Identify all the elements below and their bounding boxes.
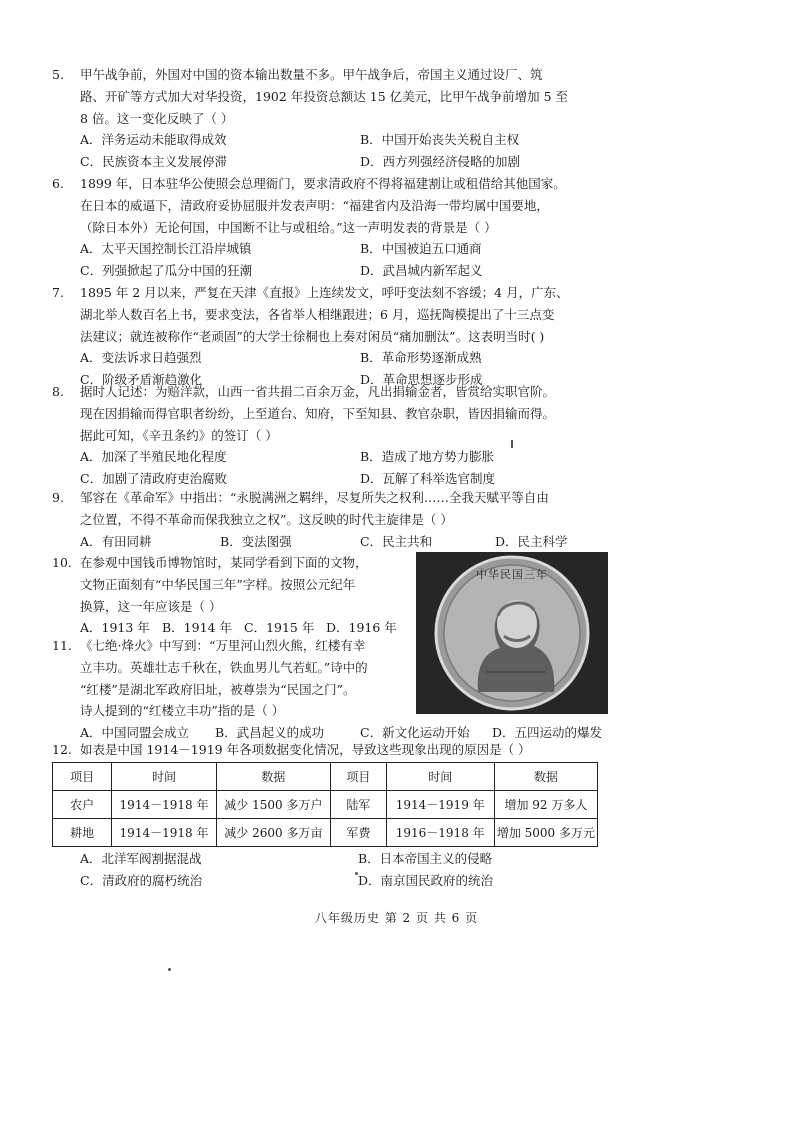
question-text: 邹容在《革命军》中指出：“永脱满洲之羁绊，尽复所失之权利……全我天赋平等自由 bbox=[80, 490, 549, 505]
question-number: 8. bbox=[52, 384, 64, 399]
question-text: 现在因捐输而得官职者纷纷，上至道台、知府，下至知县、教官杂职，皆因捐输而得。 bbox=[80, 405, 556, 421]
question-text: 甲午战争前，外国对中国的资本输出数量不多。甲午战争后，帝国主义通过设厂、筑 bbox=[80, 67, 543, 82]
table-cell: 减少 1500 多万户 bbox=[216, 791, 330, 819]
table-cell: 增加 5000 多万元 bbox=[494, 819, 597, 847]
question-text: 在参观中国钱币博物馆时，某同学看到下面的文物， bbox=[80, 555, 368, 570]
coin-inscription: 中华民国三年 bbox=[476, 568, 548, 581]
option-b[interactable]: B．变法图强 bbox=[220, 533, 292, 549]
table-row bbox=[53, 791, 598, 819]
scan-speck bbox=[355, 872, 358, 875]
question-number: 12. bbox=[52, 742, 72, 757]
question-number: 6. bbox=[52, 176, 64, 191]
option-b[interactable]: B．中国开始丧失关税自主权 bbox=[360, 132, 520, 148]
table-header-row bbox=[53, 763, 598, 791]
option-b[interactable]: B．造成了地方势力膨胀 bbox=[360, 449, 495, 465]
table-cell: 陆军 bbox=[331, 791, 387, 819]
question-text: 路、开矿等方式加大对华投资，1902 年投资总额达 15 亿美元，比甲午战争前增加 5 至 bbox=[80, 88, 569, 104]
question-10 bbox=[52, 552, 432, 639]
option-a[interactable]: A．变法诉求日趋强烈 bbox=[80, 350, 202, 366]
option-d[interactable]: D．西方列强经济侵略的加剧 bbox=[360, 154, 521, 170]
table-header: 时间 bbox=[112, 763, 216, 791]
option-b[interactable]: B．武昌起义的成功 bbox=[215, 725, 325, 741]
question-text: “红楼”是湖北军政府旧址，被尊崇为“民国之门”。 bbox=[80, 681, 356, 697]
table-cell: 减少 2600 多万亩 bbox=[216, 819, 330, 847]
question-9 bbox=[52, 487, 612, 552]
option-c[interactable]: C．民族资本主义发展停滞 bbox=[80, 154, 228, 170]
option-c[interactable]: C．加剧了清政府吏治腐败 bbox=[80, 471, 228, 487]
question-number: 9. bbox=[52, 490, 64, 505]
option-a[interactable]: A．洋务运动未能取得成效 bbox=[80, 132, 227, 148]
question-text: 据此可知，《辛丑条约》的签订（ ） bbox=[80, 427, 278, 443]
option-d[interactable]: D．1916 年 bbox=[326, 620, 397, 636]
table-cell: 增加 92 万多人 bbox=[494, 791, 597, 819]
option-c[interactable]: C．阶级矛盾渐趋激化 bbox=[80, 372, 203, 388]
option-a[interactable]: A．加深了半殖民地化程度 bbox=[80, 449, 227, 465]
table-header: 数据 bbox=[216, 763, 330, 791]
option-d[interactable]: D．民主科学 bbox=[495, 533, 568, 549]
table-header: 数据 bbox=[494, 763, 597, 791]
table-cell: 农户 bbox=[53, 791, 112, 819]
question-text: 换算，这一年应该是（ ） bbox=[80, 598, 222, 614]
table-header: 项目 bbox=[53, 763, 112, 791]
option-d[interactable]: D．革命思想逐步形成 bbox=[360, 372, 483, 388]
option-a[interactable]: A．有田同耕 bbox=[80, 533, 152, 549]
question-12-options bbox=[52, 848, 612, 892]
question-5 bbox=[52, 64, 612, 173]
table-header: 项目 bbox=[331, 763, 387, 791]
question-text: 之位置，不得不革命而保我独立之权”。这反映的时代主旋律是（ ） bbox=[80, 511, 453, 527]
question-number: 10. bbox=[52, 555, 72, 570]
table-header: 时间 bbox=[386, 763, 494, 791]
option-d[interactable]: D．五四运动的爆发 bbox=[492, 725, 603, 741]
question-text: （除日本外）无论何国，中国断不让与或租给。”这一声明发表的背景是（ ） bbox=[80, 219, 497, 235]
table-row bbox=[53, 819, 598, 847]
question-12 bbox=[52, 739, 612, 761]
question-text: 法建议；就连被称作“老顽固”的大学士徐桐也上奏对闲员“痛加删汰”。这表明当时( ) bbox=[80, 328, 545, 344]
option-c[interactable]: C．列强掀起了瓜分中国的狂潮 bbox=[80, 263, 253, 279]
table-cell: 1914－1918 年 bbox=[112, 791, 216, 819]
option-b[interactable]: B．日本帝国主义的侵略 bbox=[358, 851, 493, 866]
option-c[interactable]: C．1915 年 bbox=[244, 620, 315, 636]
question-text: 文物正面刻有“中华民国三年”字样。按照公元纪年 bbox=[80, 576, 356, 592]
table-cell: 军费 bbox=[331, 819, 387, 847]
table-cell: 1914－1918 年 bbox=[112, 819, 216, 847]
question-text: 湖北举人数百名上书，要求变法，各省举人相继跟进；6 月，巡抚陶模提出了十三点变 bbox=[80, 306, 555, 322]
question-text: 在日本的威逼下，清政府妥协屈服并发表声明：“福建省内及沿海一带均属中国要地， bbox=[80, 197, 549, 213]
option-d[interactable]: D．瓦解了科举选官制度 bbox=[360, 471, 496, 487]
question-text: 诗人提到的“红楼立丰功”指的是（ ） bbox=[80, 703, 285, 719]
option-a[interactable]: A．北洋军阀割据混战 bbox=[80, 851, 202, 866]
question-number: 11. bbox=[52, 638, 72, 653]
page-footer: 八年级历史 第 2 页 共 6 页 bbox=[314, 911, 479, 925]
question-7 bbox=[52, 282, 612, 391]
question-11 bbox=[52, 635, 612, 744]
scan-speck bbox=[168, 968, 171, 971]
question-6 bbox=[52, 173, 612, 282]
option-b[interactable]: B．1914 年 bbox=[162, 620, 232, 636]
question-number: 5. bbox=[52, 67, 64, 82]
table-cell: 1914－1919 年 bbox=[386, 791, 494, 819]
table-cell: 1916－1918 年 bbox=[386, 819, 494, 847]
option-c[interactable]: C．新文化运动开始 bbox=[360, 725, 470, 741]
question-text: 如表是中国 1914－1919 年各项数据变化情况，导致这些现象出现的原因是（ ） bbox=[80, 742, 531, 757]
option-d[interactable]: D．南京国民政府的统治 bbox=[358, 872, 494, 888]
option-a[interactable]: A．1913 年 bbox=[80, 620, 150, 636]
option-b[interactable]: B．革命形势逐渐成熟 bbox=[360, 350, 482, 366]
question-text: 8 倍。这一变化反映了（ ） bbox=[80, 110, 234, 126]
question-text: 立丰功。英雄壮志千秋在，铁血男儿气若虹。”诗中的 bbox=[80, 659, 368, 675]
option-c[interactable]: C．民主共和 bbox=[360, 533, 433, 549]
question-8 bbox=[52, 381, 612, 490]
option-b[interactable]: B．中国被迫五口通商 bbox=[360, 241, 482, 257]
option-a[interactable]: A．太平天国控制长江沿岸城镇 bbox=[80, 241, 252, 257]
scan-speck bbox=[511, 440, 513, 448]
table-cell: 耕地 bbox=[53, 819, 112, 847]
option-d[interactable]: D．武昌城内新军起义 bbox=[360, 263, 483, 279]
question-text: 《七绝·烽火》中写到：“万里河山烈火熊，红楼有幸 bbox=[80, 638, 366, 653]
option-c[interactable]: C．清政府的腐朽统治 bbox=[80, 872, 203, 888]
data-table bbox=[52, 762, 598, 847]
question-text: 1895 年 2 月以来，严复在天津《直报》上连续发文，呼吁变法刻不容缓；4 月，广东、 bbox=[80, 285, 569, 300]
option-a[interactable]: A．中国同盟会成立 bbox=[80, 725, 190, 741]
question-number: 7. bbox=[52, 285, 64, 300]
question-text: 1899 年，日本驻华公使照会总理衙门，要求清政府不得将福建割让或租借给其他国家。 bbox=[80, 176, 566, 191]
question-text: 据时人记述：为赔洋款，山西一省共捐二百余万金，凡出捐输金者，皆赏给实职官阶。 bbox=[80, 384, 556, 399]
